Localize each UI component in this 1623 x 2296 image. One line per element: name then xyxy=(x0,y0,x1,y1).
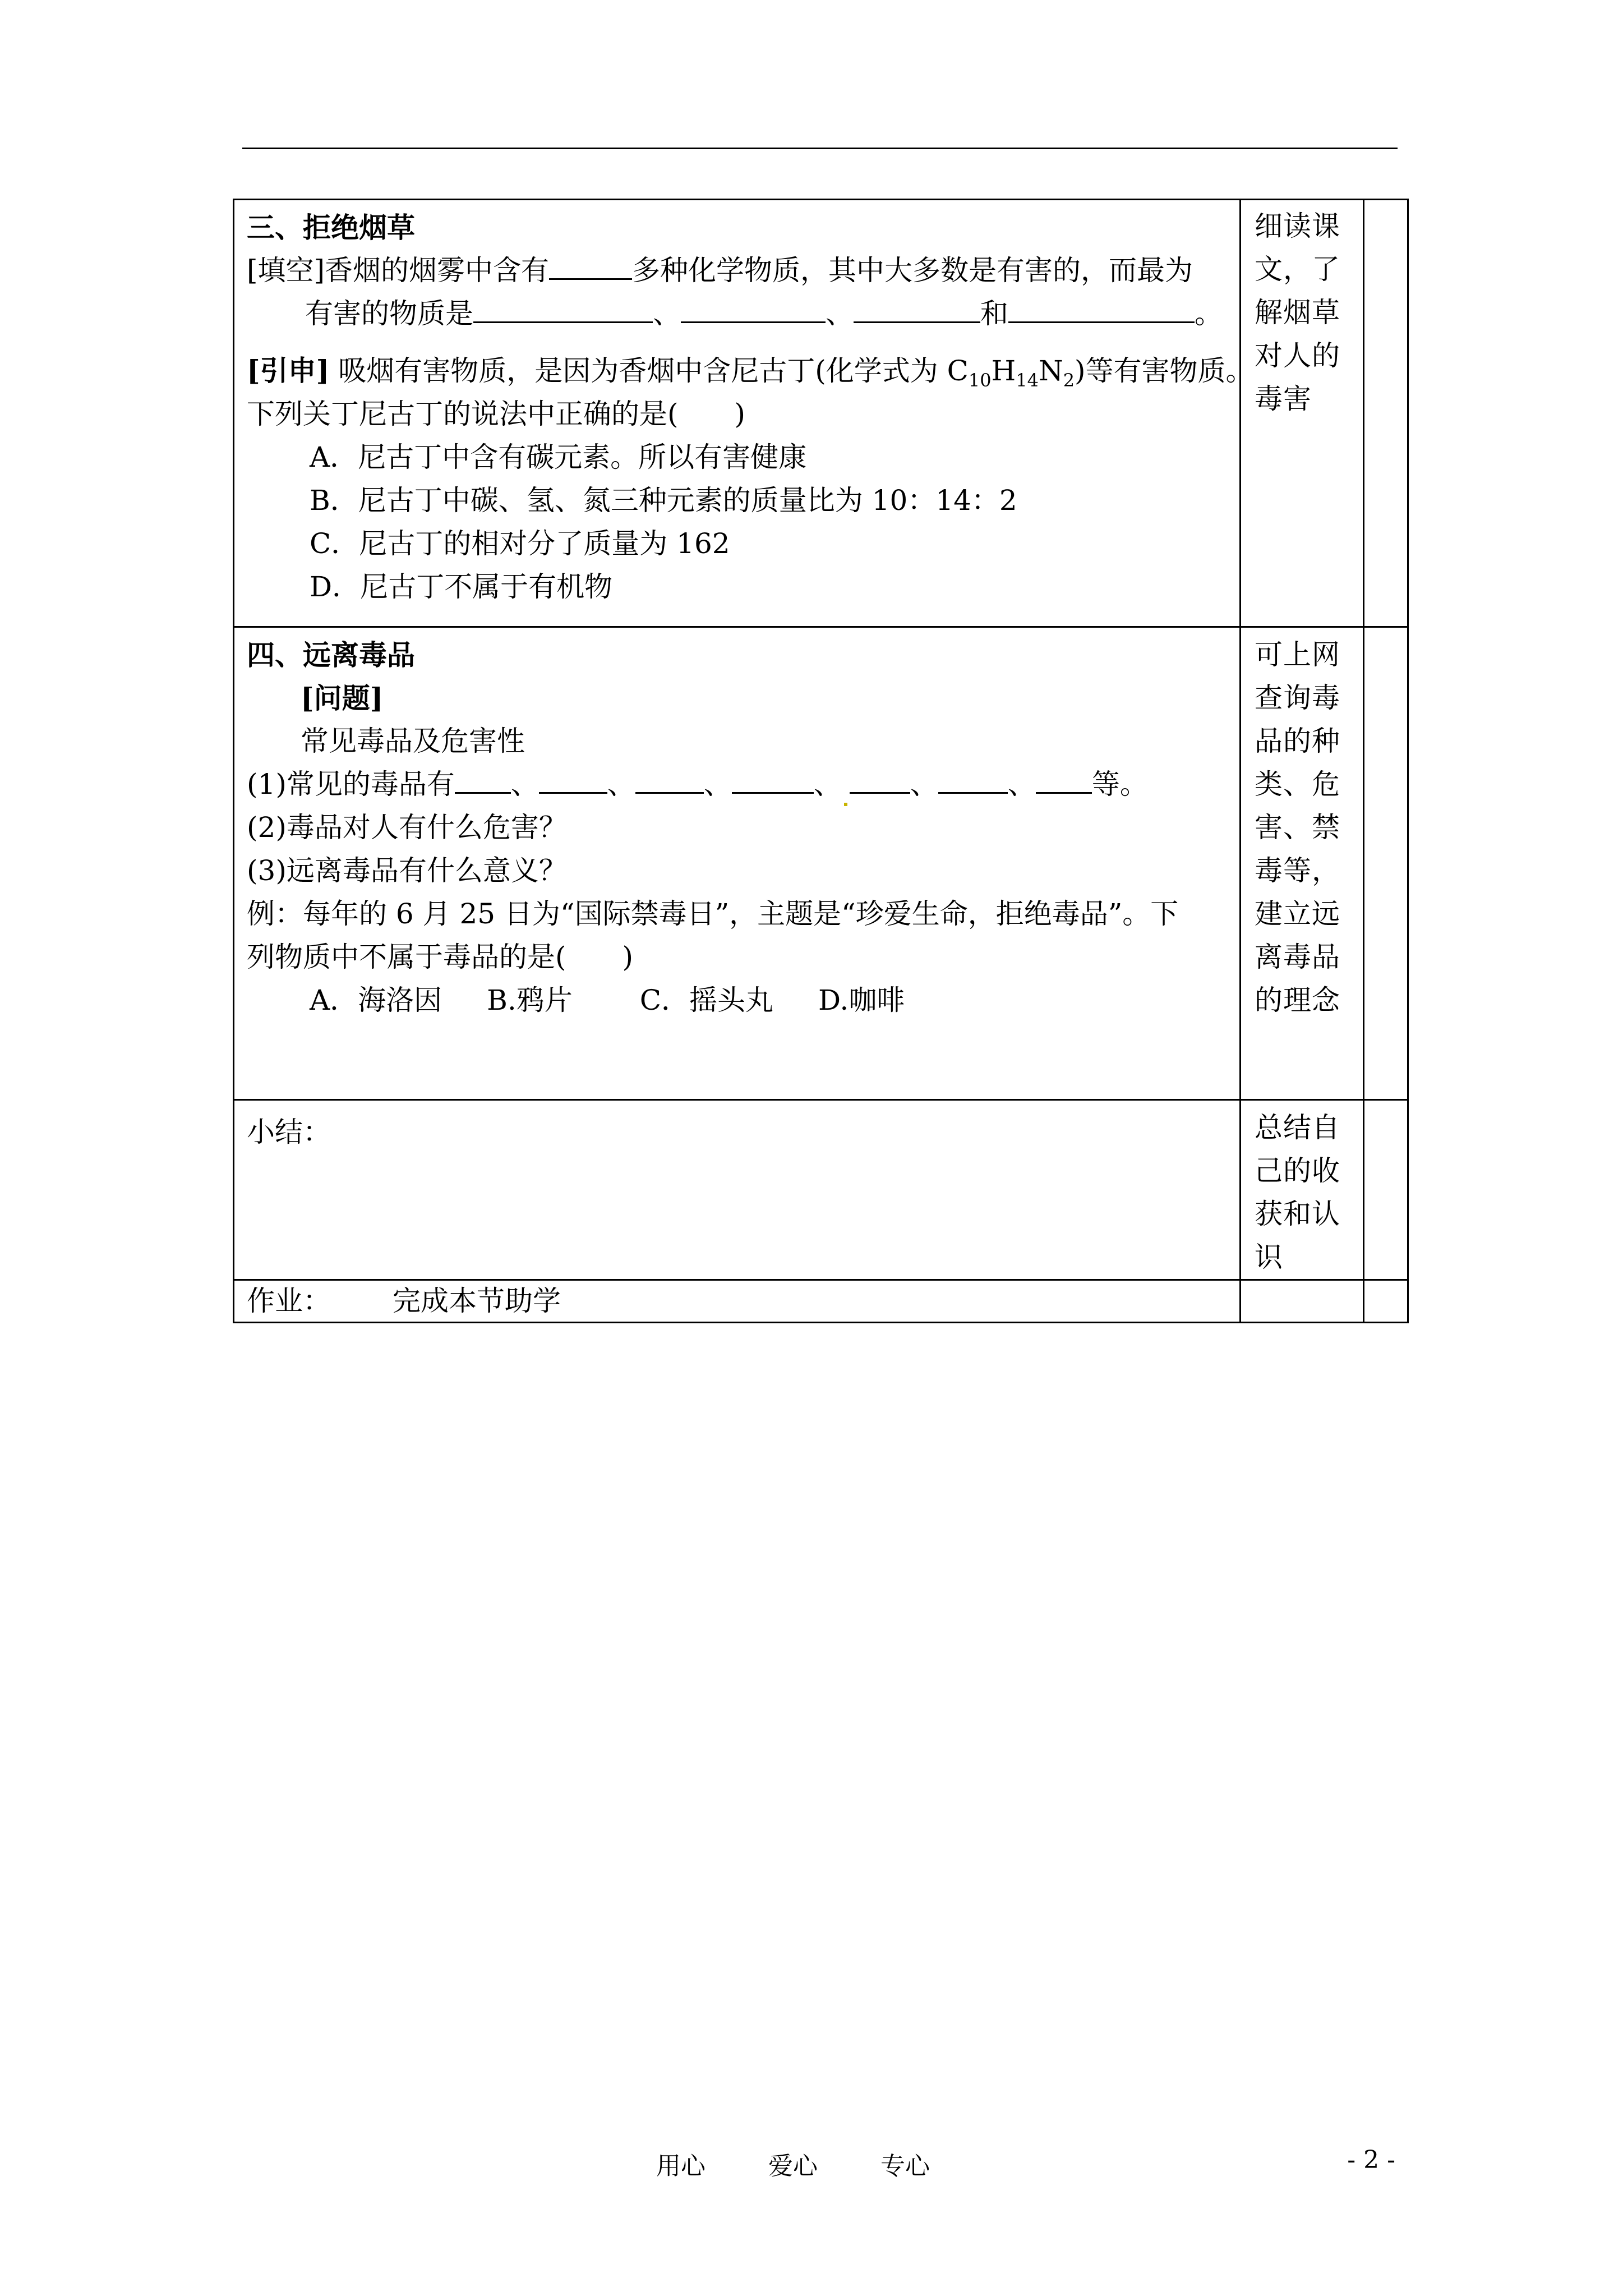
blank-drug-4 xyxy=(732,763,814,794)
blank-harmful-2 xyxy=(681,292,826,323)
example-line2: 列物质中不属于毒品的是( ) xyxy=(247,941,634,973)
section4-subtitle: 常见毒品及危害性 xyxy=(301,725,525,757)
blank-harmful-1 xyxy=(473,292,653,323)
section3-question: 下列关丁尼古丁的说法中正确的是( ) xyxy=(247,398,746,430)
mark-dot xyxy=(844,803,847,806)
section3-blank-col xyxy=(1364,200,1408,627)
blank-drug-3 xyxy=(635,763,704,794)
extend-label: [引申] xyxy=(247,354,330,387)
section3-title: 三、拒绝烟草 xyxy=(247,211,415,244)
option-c: C．尼古丁的相对分了质量为 162 xyxy=(310,527,730,560)
section3-note: 细读课 文，了 解烟草 对人的 毒害 xyxy=(1241,200,1364,627)
section4-row xyxy=(234,627,1408,1100)
summary-note: 总结自 己的收 获和认 识 xyxy=(1241,1100,1364,1280)
section4-content xyxy=(234,627,1241,1100)
blank-drug-1 xyxy=(455,763,511,794)
q3-line: (3)远离毒品有什么意义？ xyxy=(247,854,567,887)
page-number: - 2 - xyxy=(1347,2146,1395,2174)
blank-drug-7 xyxy=(1036,763,1092,794)
section4-options xyxy=(247,979,1229,1022)
option-a: A．尼古丁中含有碳元素。所以有害健康 xyxy=(310,441,807,473)
section4-blank-col xyxy=(1364,627,1408,1100)
q1-line: (1)常见的毒品有 、 、 、 、 、 、 等。 xyxy=(247,763,1229,806)
blank-drug-2 xyxy=(539,763,607,794)
homework-content xyxy=(234,1280,1241,1323)
homework-label: 作业： xyxy=(247,1285,331,1317)
q2-line: (2)毒品对人有什么危害？ xyxy=(247,811,567,844)
section3-content xyxy=(234,200,1254,627)
homework-note xyxy=(1241,1280,1364,1323)
homework-text: 完成本节助学 xyxy=(393,1285,561,1317)
option-c: C．摇头丸 xyxy=(639,984,774,1016)
summary-content xyxy=(234,1100,1241,1280)
blank-drug-5 xyxy=(850,763,910,794)
footer-motto: 用心 爱心 专心 xyxy=(656,2152,930,2180)
option-a: A．海洛因 xyxy=(310,984,442,1016)
homework-row xyxy=(234,1280,1408,1323)
section3-fill-line1: [填空]香烟的烟雾中含有 多种化学物质，其中大多数是有害的，而最为 xyxy=(247,249,1229,292)
section4-title: 四、远离毒品 xyxy=(247,638,415,671)
blank-drug-6 xyxy=(938,763,1008,794)
example-line1: 例：每年的 6 月 25 日为“国际禁毒日”，主题是“珍爱生命，拒绝毒品”。下 xyxy=(247,898,1179,930)
lesson-table xyxy=(233,199,1409,1323)
header-rule xyxy=(242,148,1398,149)
option-b: B.鸦片 xyxy=(487,984,573,1016)
section3-fill-line2: 有害的物质是 、 、 和 。 xyxy=(247,292,1229,335)
option-b: B．尼古丁中碳、氢、氮三种元素的质量比为 10：14：2 xyxy=(310,484,1017,517)
summary-row xyxy=(234,1100,1408,1280)
option-d: D.咖啡 xyxy=(818,984,905,1016)
summary-label: 小结： xyxy=(247,1116,331,1148)
problem-label: [问题] xyxy=(301,682,384,715)
section4-note: 可上网 查询毒 品的种 类、危 害、禁 毒等， 建立远 离毒品 的理念 xyxy=(1241,627,1364,1100)
option-d: D．尼古丁不属于有机物 xyxy=(310,570,613,603)
blank-harmful-4 xyxy=(1008,292,1195,323)
blank-harmful-3 xyxy=(854,292,980,323)
summary-blank-col xyxy=(1364,1100,1408,1280)
section3-extend: [引申] 吸烟有害物质，是因为香烟中含尼古丁(化学式为 $C_{10}H_{14}N_2$)等有害物质。 xyxy=(247,354,1254,391)
homework-blank-col xyxy=(1364,1280,1408,1323)
section3-row xyxy=(234,200,1408,627)
blank-count xyxy=(549,249,632,280)
